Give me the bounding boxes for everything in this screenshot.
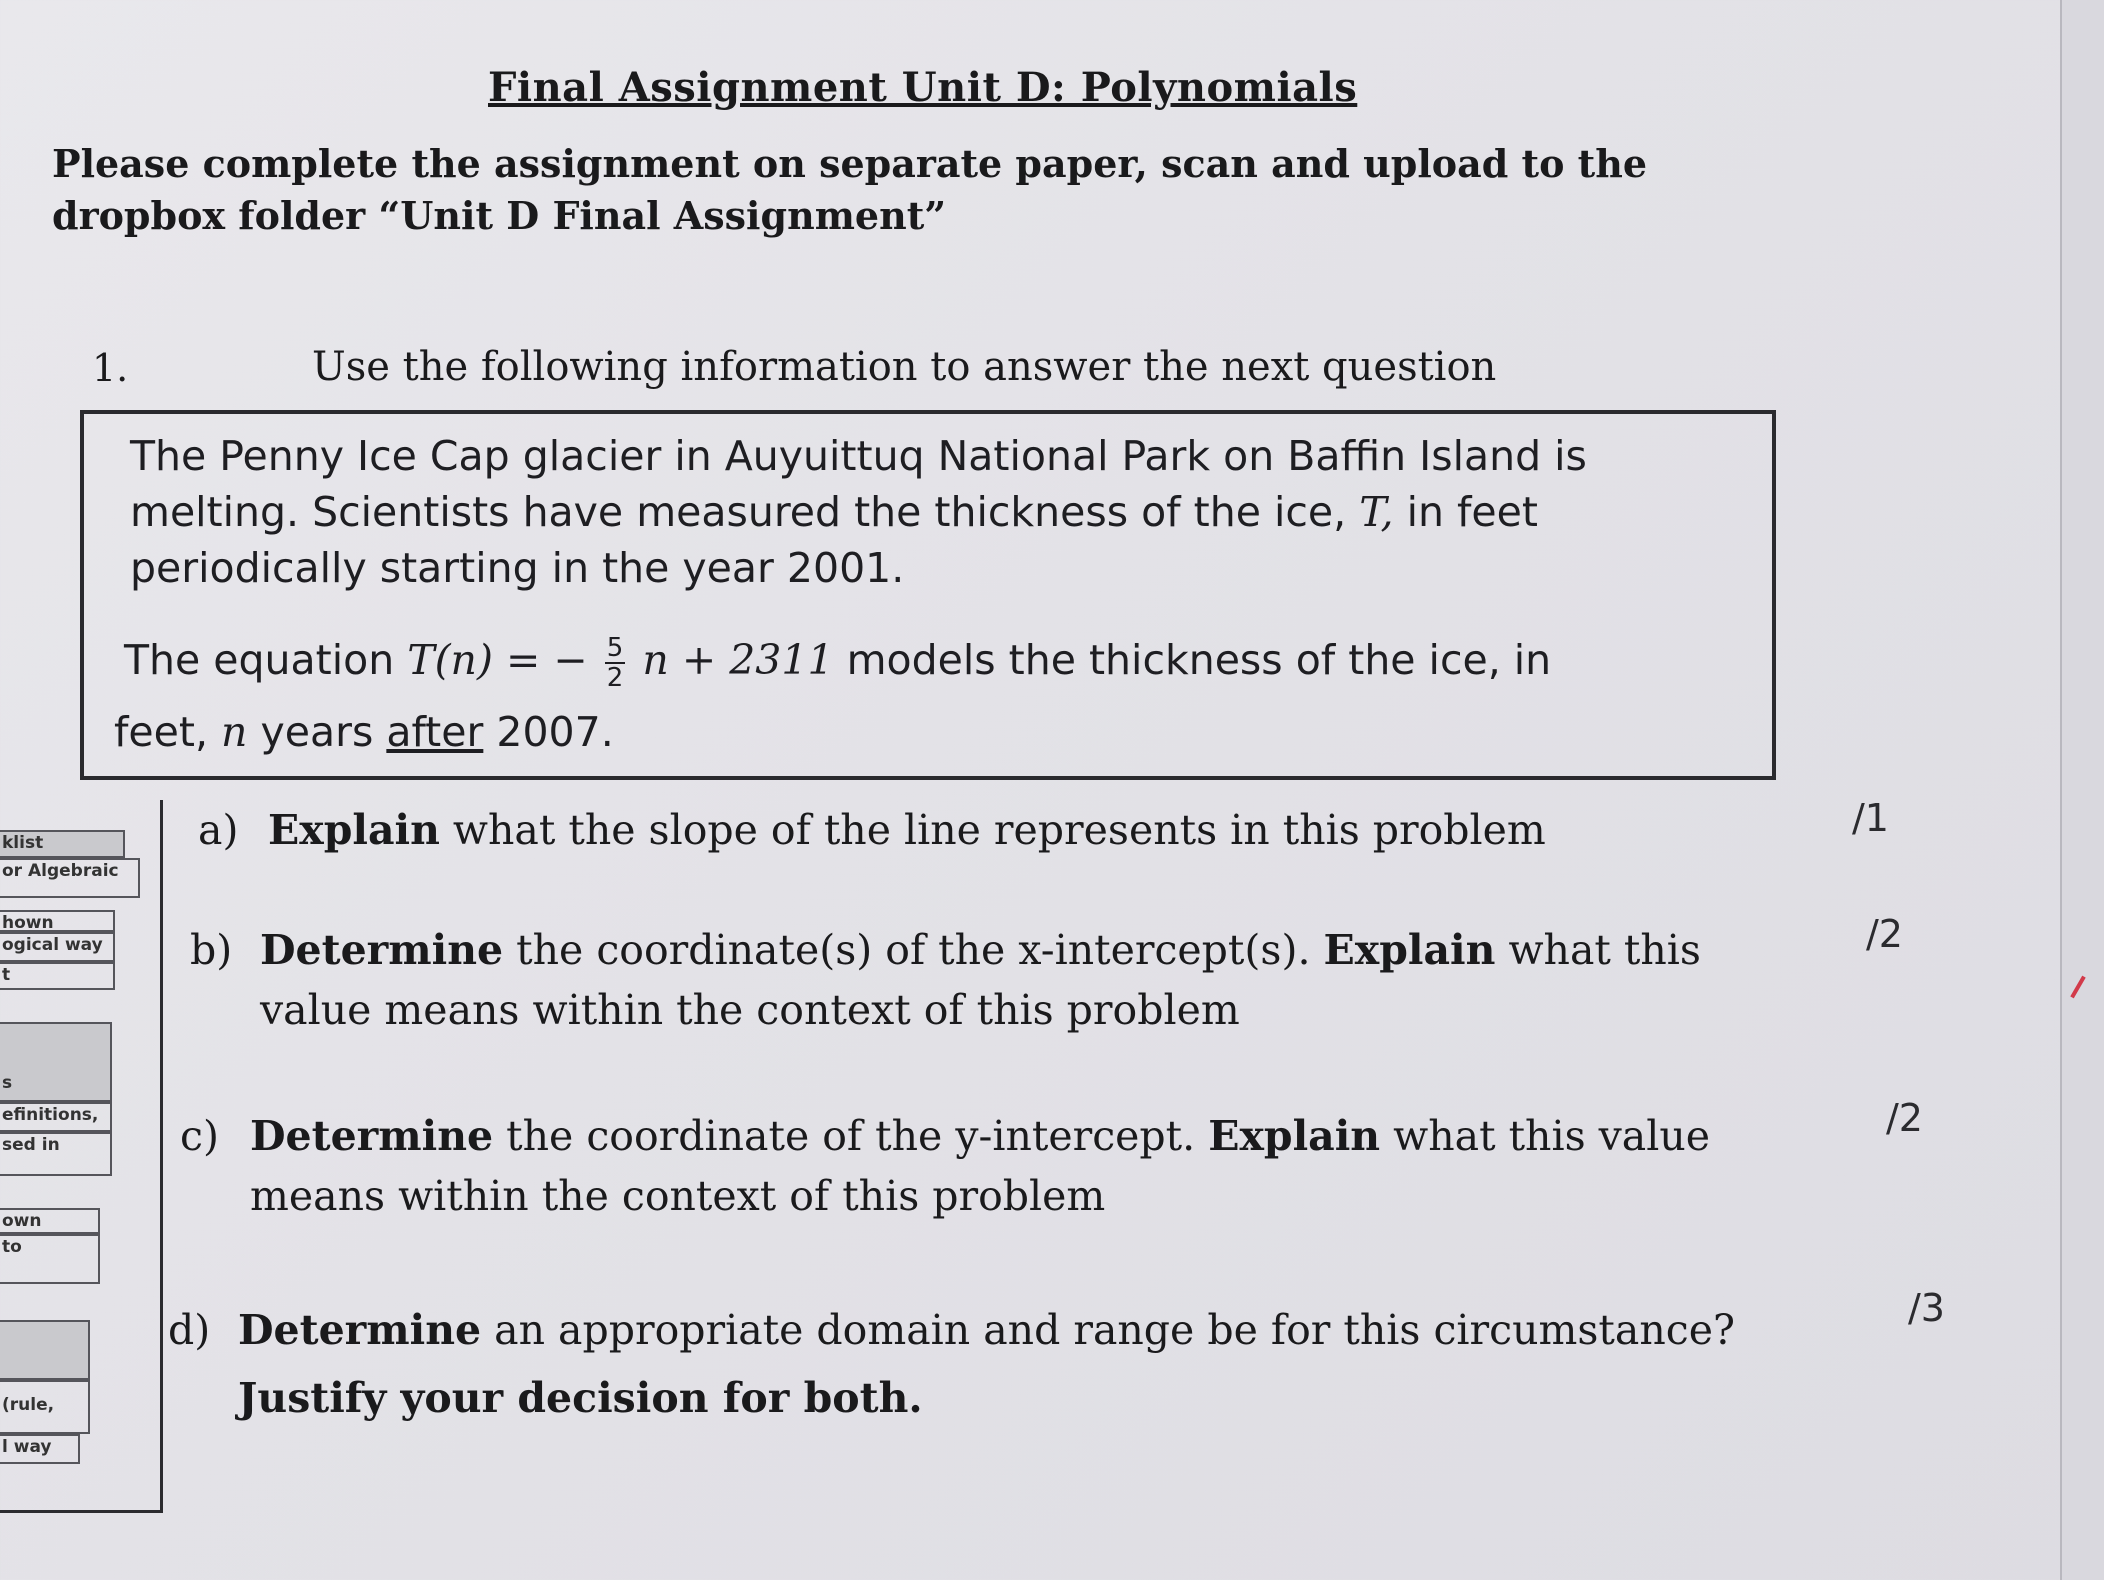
part-continuation: Justify your decision for both. [238,1374,923,1422]
page-title: Final Assignment Unit D: Polynomials [488,64,1358,111]
part-label: d) [168,1306,211,1354]
equation-line-2 [114,704,1754,760]
part-b [190,920,1830,1040]
info-line: periodically starting in the year 2001. [130,544,905,592]
side-cell: l way [0,1434,80,1464]
info-text-span: melting. Scientists have measured the thickness of the ice, [130,488,1360,536]
info-line: The Penny Ice Cap glacier in Auyuittuq National Park on Baffin Island is [130,432,1587,480]
side-cell [0,1320,90,1380]
side-cell: sed in [0,1132,112,1176]
side-checklist-sheet [0,800,163,1513]
part-label: a) [198,806,239,854]
part-keyword: Determine [250,1112,494,1160]
part-label: c) [180,1112,219,1160]
info-text-span: in feet [1393,488,1538,536]
equation-text: feet, [114,708,222,756]
question-number: 1. [92,346,129,390]
side-cell: or Algebraic [0,858,140,898]
part-text: what this [1495,926,1701,974]
part-keyword: Explain [1208,1112,1381,1160]
underlined-after: after [386,708,484,756]
instructions-line: dropbox folder “Unit D Final Assignment” [52,193,947,238]
equation-text: years [247,708,387,756]
fraction-denominator: 2 [606,663,624,693]
side-cell: (rule, [0,1380,90,1434]
variable-T: T, [1359,488,1394,536]
info-line [130,484,1750,540]
side-cell: hown [0,910,115,932]
side-cell: klist [0,830,125,858]
information-box [80,410,1776,780]
part-text: the coordinate of the y-intercept. [493,1112,1209,1160]
fraction [605,634,626,692]
instructions [52,138,1692,242]
part-d [168,1300,1868,1428]
fraction-numerator: 5 [606,633,624,663]
marks-a: /1 [1852,796,1889,840]
part-keyword: Explain [1323,926,1496,974]
part-text: the coordinate(s) of the x-intercept(s). [503,926,1324,974]
part-text: an appropriate domain and range be for this circumstance? [481,1306,1735,1354]
part-label: b) [190,926,233,974]
equation-line [124,632,1764,692]
side-cell: t [0,962,115,990]
part-text: what this value [1380,1112,1711,1160]
marks-c: /2 [1886,1096,1923,1140]
equation-text: 2007. [483,708,614,756]
side-cell: efinitions, [0,1102,112,1132]
part-keyword: Explain [268,806,440,854]
part-c [180,1106,1820,1226]
side-cell: ogical way [0,932,115,962]
part-text: what the slope of the line represents in this problem [439,806,1546,854]
part-a [198,800,1838,860]
question-intro: Use the following information to answer the next question [312,344,1497,390]
side-cell: to [0,1234,100,1284]
information-text [130,428,1750,596]
marks-b: /2 [1866,912,1903,956]
equation-suffix: models the thickness of the ice, in [846,636,1552,684]
equation-lhs: T(n) = − [407,636,588,684]
instructions-line: Please complete the assignment on separate paper, scan and upload to the [52,141,1648,186]
marks-d: /3 [1908,1286,1945,1330]
part-keyword: Determine [260,926,504,974]
adjacent-paper-edge [2060,0,2104,1580]
part-keyword: Determine [238,1306,482,1354]
equation-prefix: The equation [124,636,408,684]
equation-rhs: n + 2311 [642,636,834,684]
part-continuation: value means within the context of this problem [260,986,1240,1034]
part-continuation: means within the context of this problem [250,1172,1106,1220]
side-cell: s [0,1022,112,1102]
variable-n: n [221,708,248,756]
side-cell: own [0,1208,100,1234]
